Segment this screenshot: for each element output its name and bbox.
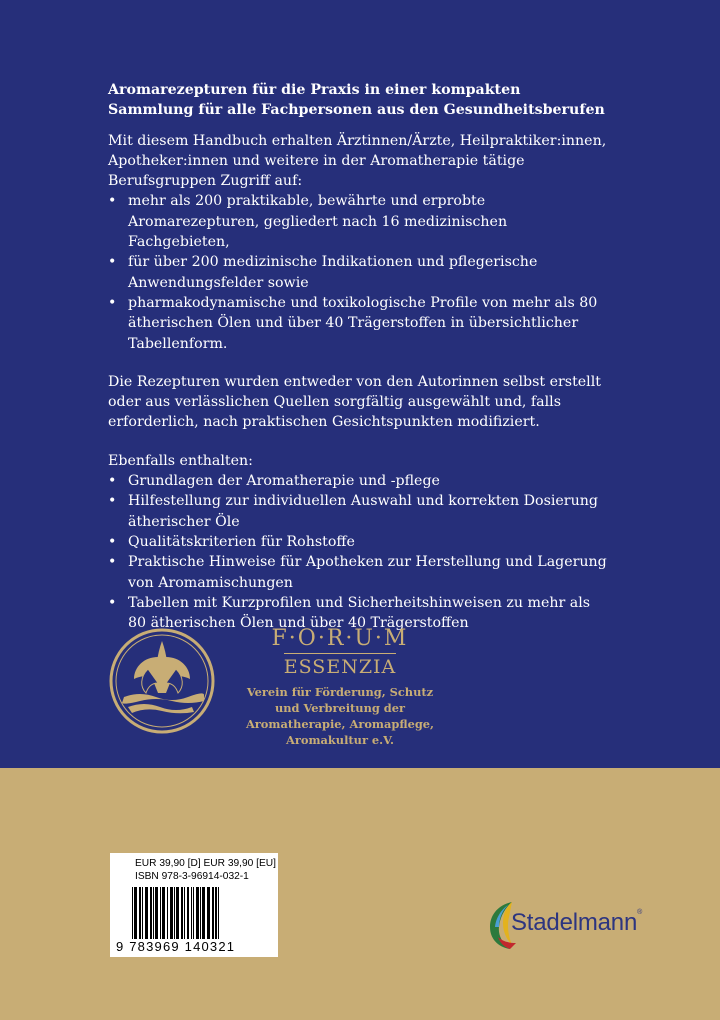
list-item: • Tabellen mit Kurzprofilen und Sicherheitshinweisen zu mehr als 80 ätherischen Ölen und über 40 Trägerstoffen — [108, 593, 608, 634]
ean-number: 9 783969 140321 — [116, 939, 236, 954]
barcode-bar — [202, 887, 205, 939]
barcode-bar — [167, 887, 168, 939]
gold-panel — [0, 768, 720, 1020]
barcode-bar — [132, 887, 133, 939]
barcode-bar — [145, 887, 148, 939]
barcode-bar — [162, 887, 165, 939]
barcode-label — [110, 853, 278, 957]
publisher-name: Stadelmann® — [511, 909, 643, 936]
barcode-bar — [200, 887, 201, 939]
barcode-bar — [207, 887, 210, 939]
list-item: • für über 200 medizinische Indikationen und pflegerische Anwendungsfelder sowie — [108, 252, 608, 293]
barcode-bar — [191, 887, 192, 939]
barcode-bar — [155, 887, 158, 939]
barcode-bar — [196, 887, 199, 939]
publisher-logo — [486, 895, 672, 955]
barcode-bar — [218, 887, 219, 939]
barcode-bar — [215, 887, 217, 939]
barcode-bar — [174, 887, 175, 939]
list-item: • Hilfestellung zur individuellen Auswahl und korrekten Dosierung ätherischer Öle — [108, 491, 608, 532]
barcode-bar — [187, 887, 189, 939]
association-description: Verein für Förderung, Schutz und Verbreitung der Aromatherapie, Aromapflege, Aromakultur e.V. — [245, 685, 435, 747]
barcode-bar — [160, 887, 161, 939]
list-item: • mehr als 200 praktikable, bewährte und erprobte Aromarezepturen, gegliedert nach 16 medizinischen Fachgebieten, — [108, 191, 608, 252]
barcode-bar — [181, 887, 183, 939]
barcode-bar — [142, 887, 143, 939]
list-item: • pharmakodynamische und toxikologische Profile von mehr als 80 ätherischen Ölen und über 40 Trägerstoffen in übersichtlicher Tabellenform. — [108, 293, 608, 354]
association-name: F·O·R·U·M — [271, 626, 409, 651]
blurb — [108, 80, 608, 633]
barcode-bar — [212, 887, 214, 939]
barcode-bar — [150, 887, 152, 939]
forum-essenzia-logo-icon — [108, 627, 216, 735]
list-item: • Praktische Hinweise für Apotheken zur Herstellung und Lagerung von Aromamischungen — [108, 552, 608, 593]
barcode-bar — [184, 887, 185, 939]
lead-text: Mit diesem Handbuch erhalten Ärztinnen/Ärzte, Heilpraktiker:innen, Apotheker:innen und weitere in der Aromatherapie tätige Berufsgruppen Zugriff auf: — [108, 132, 607, 190]
divider — [284, 653, 396, 654]
feature-list — [108, 191, 608, 353]
price: EUR 39,90 [D] EUR 39,90 [EU] — [135, 858, 276, 869]
list-item: • Grundlagen der Aromatherapie und -pflege — [108, 471, 608, 491]
barcode-bar — [176, 887, 179, 939]
barcode-bar — [153, 887, 154, 939]
description-paragraph: Die Rezepturen wurden entweder von den Autorinnen selbst erstellt oder aus verlässlichen Quellen sorgfältig ausgewählt und, falls erforderlich, nach praktischen Gesichtspunkten modifiziert. — [108, 373, 601, 431]
barcode-bar — [139, 887, 141, 939]
list-item: • Qualitätskriterien für Rohstoffe — [108, 532, 608, 552]
headline: Aromarezepturen für die Praxis in einer kompakten Sammlung für alle Fachpersonen aus den Gesundheitsberufen — [108, 82, 605, 119]
barcode-bar — [170, 887, 173, 939]
association-block — [240, 626, 440, 748]
association-name-sub: ESSENZIA — [283, 656, 397, 678]
barcode-bar — [134, 887, 137, 939]
barcode-icon — [130, 887, 272, 939]
isbn: ISBN 978-3-96914-032-1 — [135, 871, 249, 882]
barcode-bar — [193, 887, 194, 939]
included-heading: Ebenfalls enthalten: — [108, 452, 253, 469]
included-list — [108, 471, 608, 633]
